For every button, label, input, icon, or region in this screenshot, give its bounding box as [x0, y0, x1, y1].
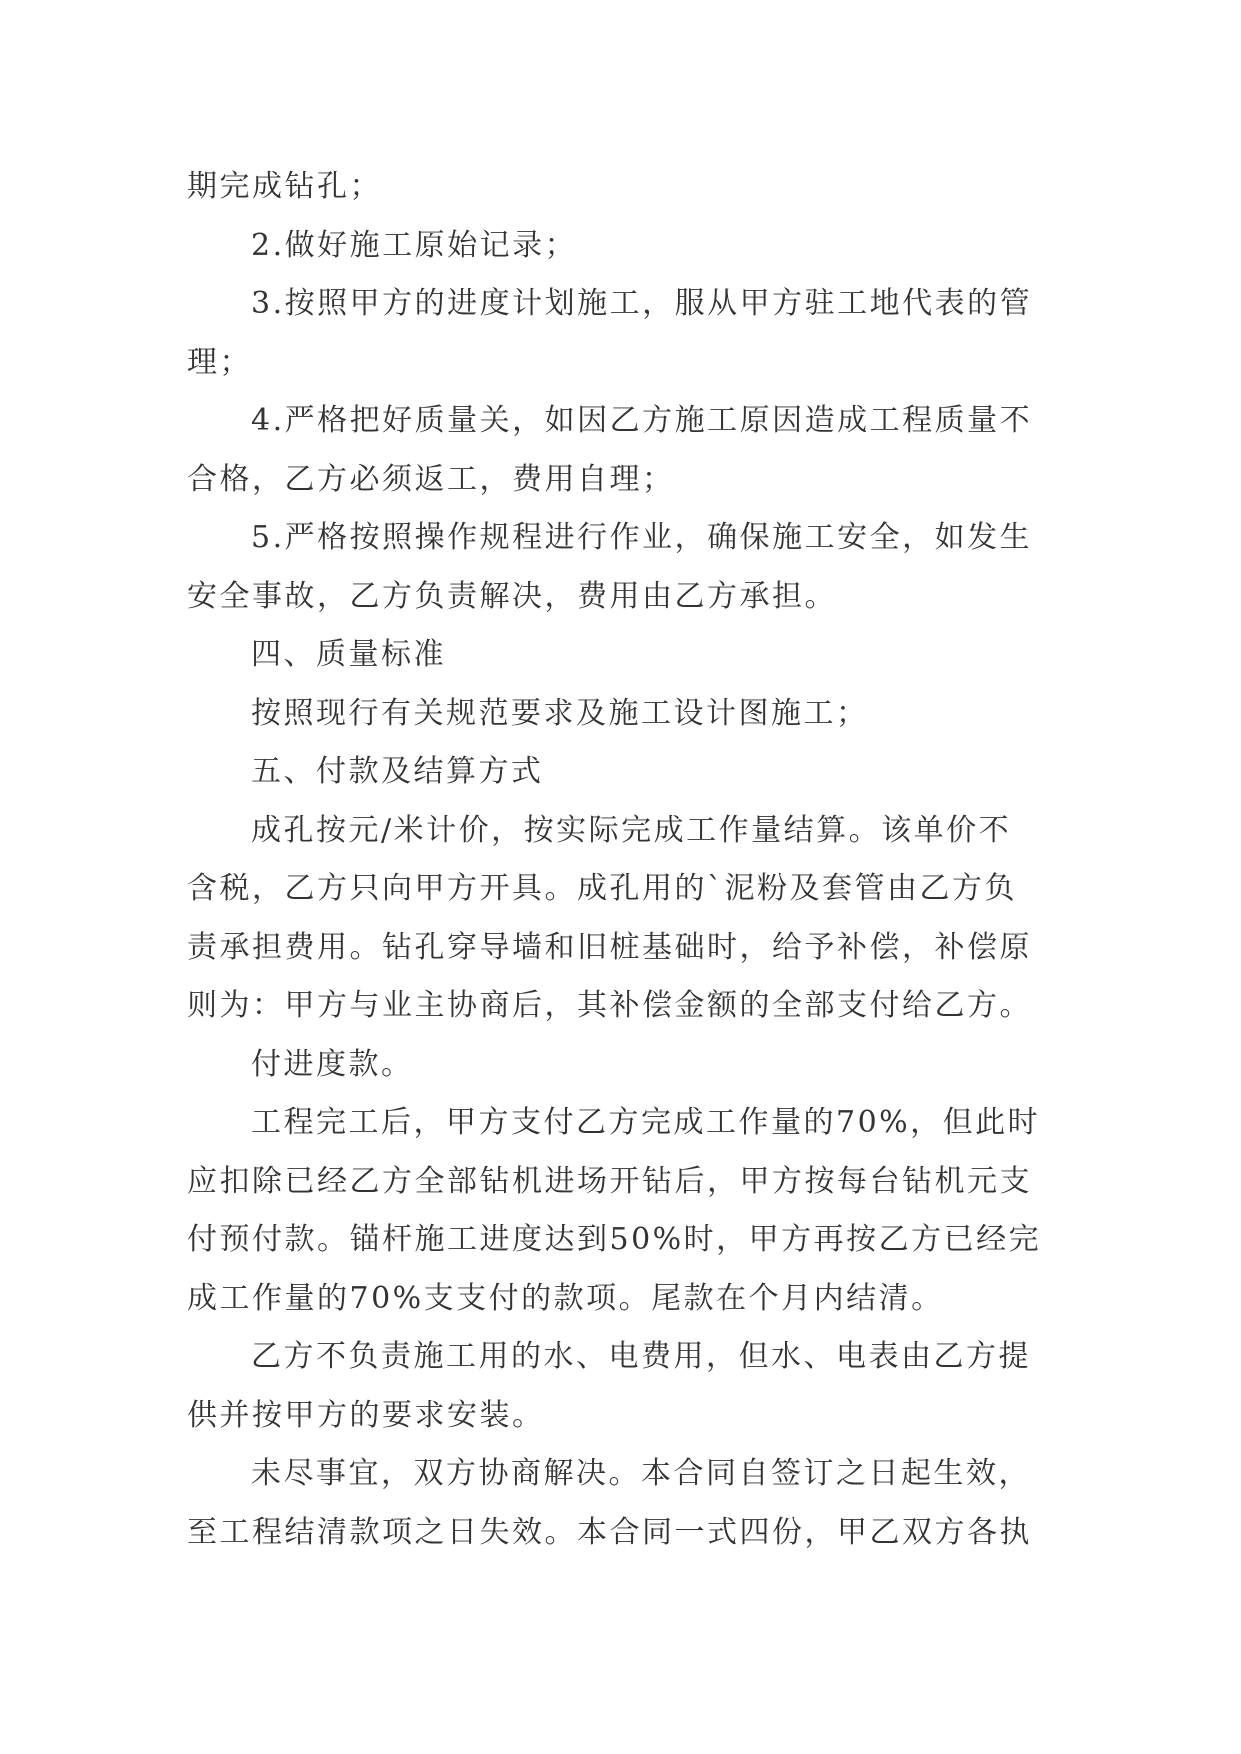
- text-line: 成孔按元/米计价，按实际完成工作量结算。该单价不: [251, 812, 1012, 848]
- text-line: 5.严格按照操作规程进行作业，确保施工安全，如发生: [251, 520, 1033, 555]
- text-line: 安全事故，乙方负责解决，费用由乙方承担。: [187, 578, 837, 614]
- text-line: 付预付款。锚杆施工进度达到50%时，甲方再按乙方已经完: [187, 1222, 1042, 1257]
- text-line: 4.严格把好质量关，如因乙方施工原因造成工程质量不: [251, 403, 1033, 438]
- text-line: 应扣除已经乙方全部钻机进场开钻后，甲方按每台钻机元支: [187, 1163, 1032, 1199]
- text-line: 供并按甲方的要求安装。: [187, 1397, 545, 1433]
- text-line: 至工程结清款项之日失效。本合同一式四份，甲乙双方各执: [187, 1514, 1032, 1550]
- contract-body: [187, 158, 1067, 1562]
- text-line: 含税，乙方只向甲方开具。成孔用的`泥粉及套管由乙方负: [187, 871, 1017, 906]
- text-line: 乙方不负责施工用的水、电费用，但水、电表由乙方提: [251, 1339, 1031, 1374]
- text-line: 工程完工后，甲方支付乙方完成工作量的70%，但此时: [251, 1105, 1041, 1140]
- section-heading: 四、质量标准: [251, 637, 446, 672]
- text-line: 则为：甲方与业主协商后，其补偿金额的全部支付给乙方。: [187, 988, 1032, 1023]
- text-line: 期完成钻孔；: [187, 169, 382, 204]
- text-line: 2.做好施工原始记录；: [251, 227, 578, 263]
- text-line: 责承担费用。钻孔穿导墙和旧桩基础时，给予补偿，补偿原: [187, 929, 1032, 965]
- text-line: 按照现行有关规范要求及施工设计图施工；: [251, 695, 869, 731]
- text-line: 3.按照甲方的进度计划施工，服从甲方驻工地代表的管: [251, 286, 1033, 321]
- section-heading: 五、付款及结算方式: [251, 754, 544, 789]
- text-line: 合格，乙方必须返工，费用自理；: [187, 461, 675, 497]
- text-line: 付进度款。: [251, 1046, 414, 1082]
- text-line: 理；: [187, 344, 252, 380]
- text-line: 未尽事宜，双方协商解决。本合同自签订之日起生效，: [251, 1456, 1031, 1491]
- text-line: 成工作量的70%支支付的款项。尾款在个月内结清。: [187, 1280, 944, 1316]
